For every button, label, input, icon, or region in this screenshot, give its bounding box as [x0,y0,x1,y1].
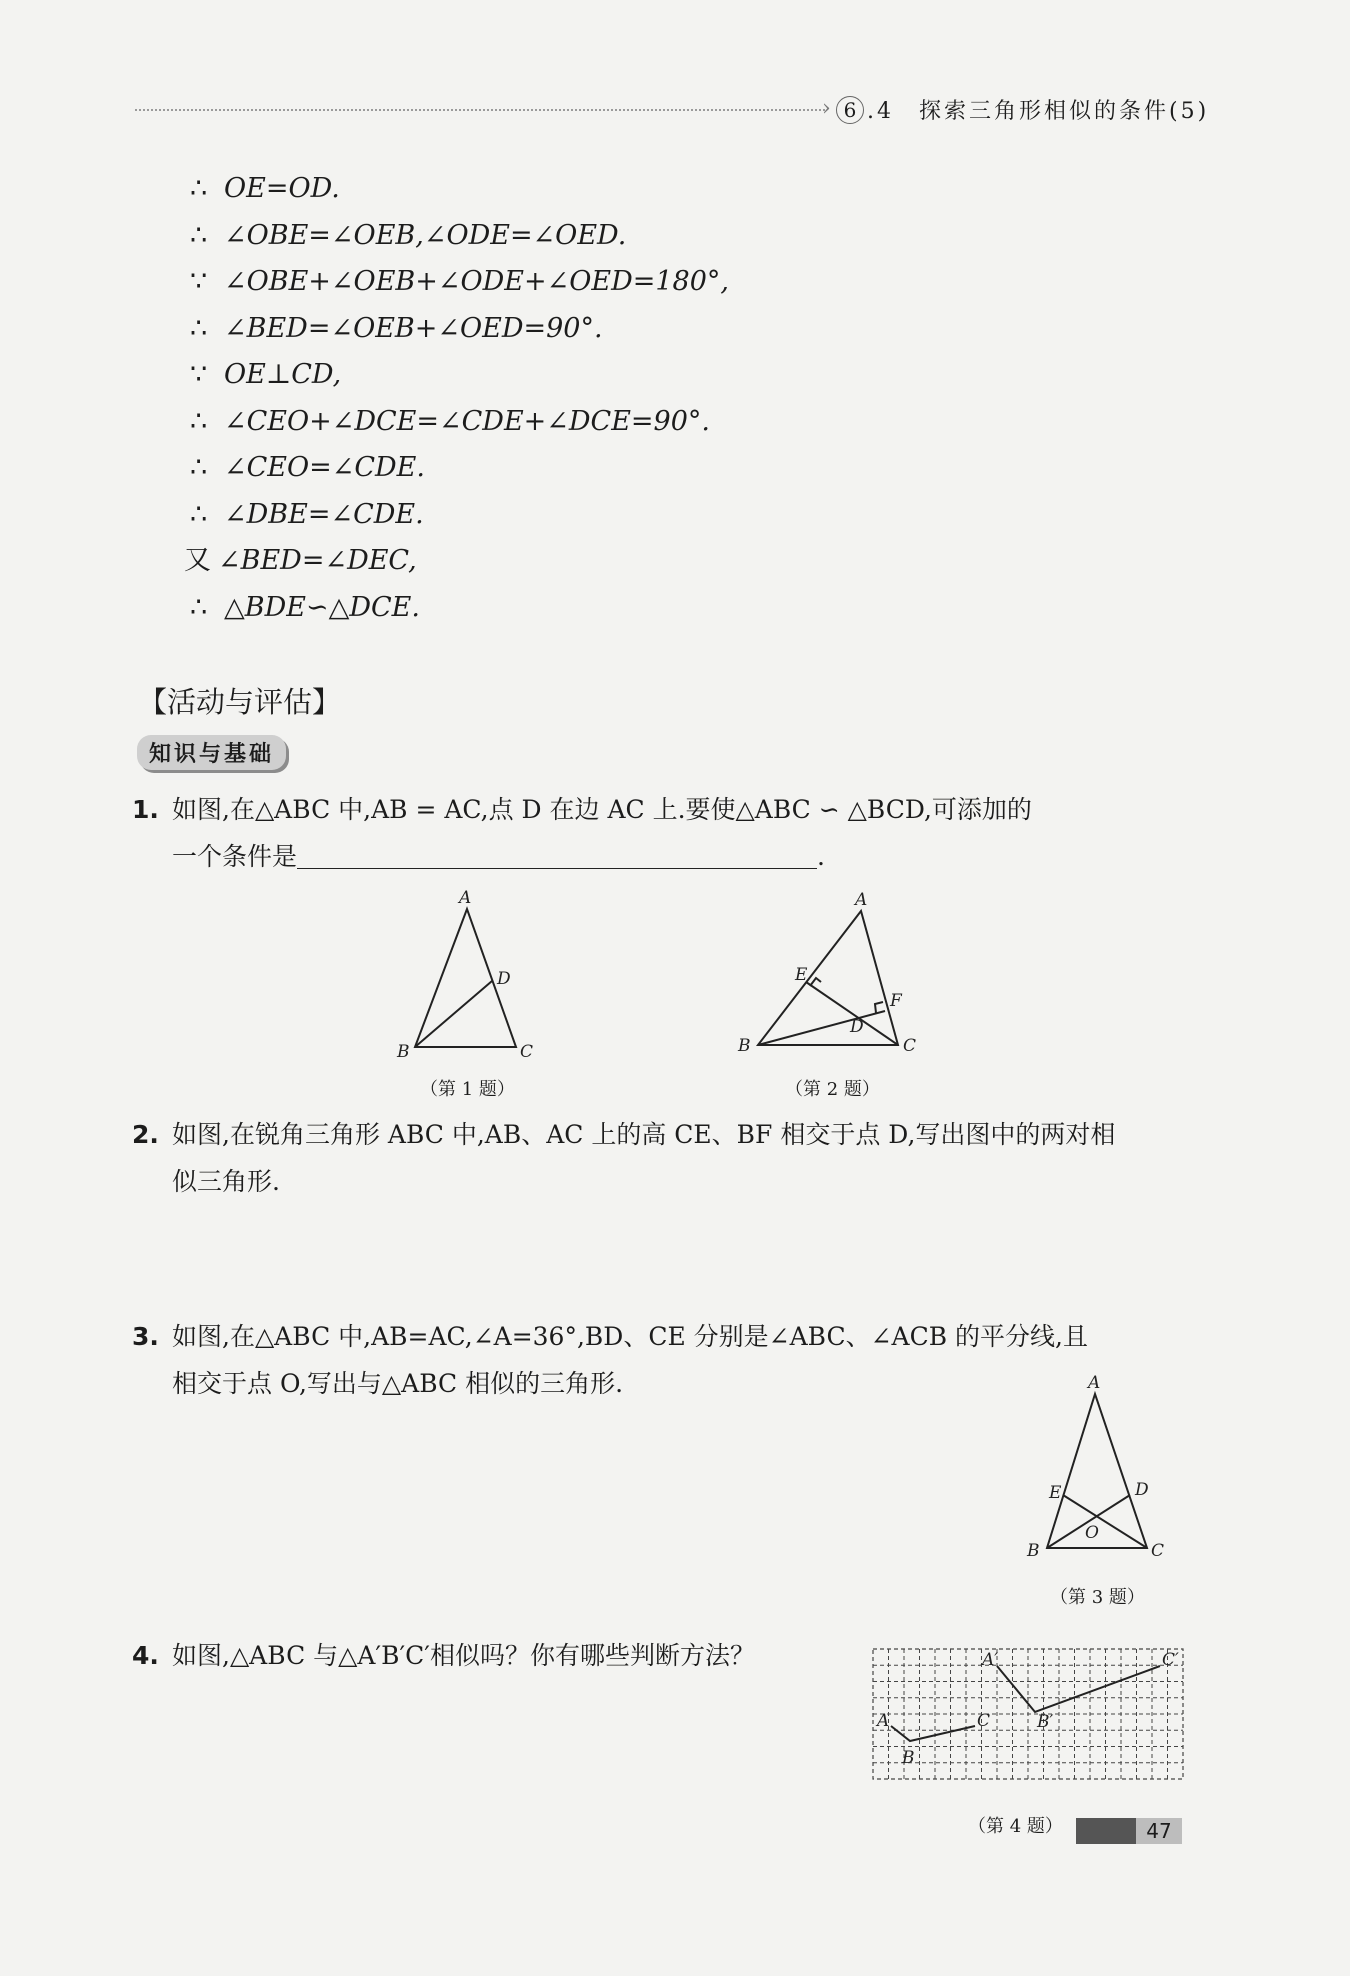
label-b: B [397,1042,410,1062]
label-e: E [1049,1483,1062,1503]
label-f: F [890,991,902,1011]
proof-line: ∴ OE=OD. [190,173,340,204]
label-d: D [497,969,511,989]
label-b: B [1027,1541,1040,1561]
question-text: 如图,在锐角三角形 ABC 中,AB、AC 上的高 CE、BF 相交于点 D,写出图中的两对相 [172,1120,1116,1149]
question-4 [132,1632,832,1679]
label-c: C [977,1711,991,1731]
header-dotted-rule [135,109,825,111]
figure-2-caption: （第 2 题） [785,1079,880,1100]
proof-block [184,166,729,631]
label-c: C [903,1036,917,1056]
question-text: 如图,△ABC 与△A′B′C′相似吗？你有哪些判断方法？ [172,1641,755,1670]
question-number: 2. [132,1120,159,1149]
label-b-prime: B′ [1037,1712,1054,1732]
header-section-number: 6 [836,96,864,124]
label-a: A [1088,1373,1101,1393]
question-text-line2: 相交于点 O,写出与△ABC 相似的三角形. [172,1369,624,1398]
question-1 [132,786,1187,880]
question-text-line2: 似三角形. [172,1167,280,1196]
page-number-bar [1076,1818,1136,1844]
bisector-ce [1063,1495,1147,1548]
proof-line: ∴ ∠BED=∠OEB+∠OED=90°. [190,312,603,344]
dashed-grid [873,1649,1183,1779]
question-text-line2: 一个条件是 . [172,842,825,871]
proof-line: ∴ ∠CEO+∠DCE=∠CDE+∠DCE=90°. [190,405,710,437]
answer-blank[interactable] [297,867,817,869]
question-number: 3. [132,1322,159,1351]
label-b: B [738,1036,751,1056]
question-number: 1. [132,795,159,824]
label-o: O [1085,1523,1099,1543]
label-e: E [795,965,808,985]
label-b: B [902,1748,915,1768]
proof-line: ∴ ∠CEO=∠CDE. [190,452,425,483]
figure-4 [872,1648,1184,1784]
figure-2 [735,885,925,1059]
label-d: D [850,1017,864,1037]
figure-4-caption: （第 4 题） [968,1816,1063,1837]
right-angle-mark-e [810,978,821,986]
proof-line: ∴ ∠OBE=∠OEB,∠ODE=∠OED. [190,219,627,251]
figure-3 [1025,1370,1175,1564]
page-number: 47 [1136,1818,1182,1844]
label-a: A [877,1711,890,1731]
proof-line: ∵ OE⊥CD, [190,359,342,390]
figure-1 [395,885,555,1062]
label-d: D [1135,1480,1149,1500]
altitude-bf [758,1011,885,1045]
section-title: 【活动与评估】 [138,685,342,719]
proof-line: ∴ ∠DBE=∠CDE. [190,498,424,530]
question-2 [132,1111,1187,1205]
label-c-prime: C′ [1162,1650,1179,1670]
proof-line: ∵ ∠OBE+∠OEB+∠ODE+∠OED=180°, [190,266,729,297]
triangle-a2b2c2 [997,1666,1160,1712]
question-text: 如图,在△ABC 中,AB = AC,点 D 在边 AC 上.要使△ABC ∽ △BCD,可添加的 [172,795,1032,824]
question-text: 如图,在△ABC 中,AB=AC,∠A=36°,BD、CE 分别是∠ABC、∠ACB 的平分线,且 [172,1322,1089,1351]
label-c: C [520,1042,534,1062]
figure-3-caption: （第 3 题） [1050,1587,1145,1608]
proof-line: 又 ∠BED=∠DEC, [184,545,417,576]
question-number: 4. [132,1641,159,1670]
header-arrow-icon: › [822,96,831,121]
header-section-title: .4 探索三角形相似的条件(5) [867,99,1210,124]
label-a: A [855,890,868,910]
proof-line: ∴ △BDE∽△DCE. [190,591,420,623]
label-a: A [459,888,472,908]
figure-1-caption: （第 1 题） [420,1079,515,1100]
triangle-abc [758,911,898,1045]
knowledge-badge: 知识与基础 [137,735,286,770]
label-c: C [1151,1541,1165,1561]
label-a-prime: A′ [982,1650,999,1670]
